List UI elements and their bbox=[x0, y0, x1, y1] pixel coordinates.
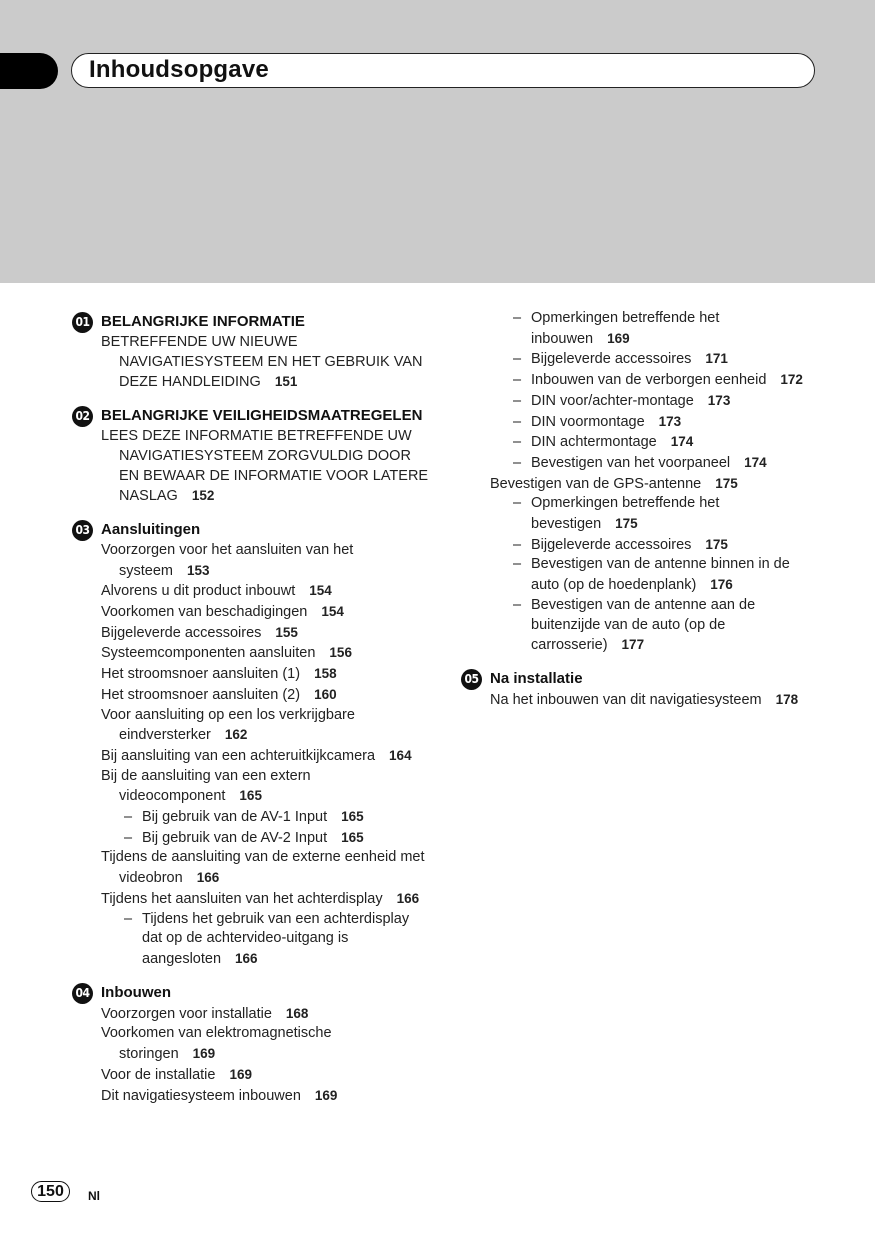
toc-entry-text: Bijgeleverde accessoires bbox=[531, 536, 692, 553]
toc-entry-text: DIN voormontage bbox=[531, 413, 645, 430]
toc-subentry[interactable] bbox=[490, 391, 810, 412]
toc-entry-text: LEES DEZE INFORMATIE BETREFFENDE UW NAVIGATIESYSTEEM ZORGVULDIG DOOR EN BEWAAR DE INFORMATIE VOOR LATERE NASLAG bbox=[101, 428, 429, 505]
page-number: 150 bbox=[31, 1181, 70, 1202]
toc-entry-text: Voor de installatie bbox=[101, 1066, 216, 1083]
toc-entry-text: DIN achtermontage bbox=[531, 434, 657, 451]
toc-page-number: 175 bbox=[615, 516, 638, 532]
toc-entry-text: Het stroomsnoer aansluiten (2) bbox=[101, 686, 301, 703]
toc-entry-text: Bij de aansluiting van een extern videocomponent bbox=[101, 767, 311, 805]
toc-page-number: 166 bbox=[196, 870, 220, 886]
toc-entry-text: Voorkomen van beschadigingen bbox=[101, 604, 308, 621]
toc-page-number: 169 bbox=[314, 1087, 338, 1103]
dash-bullet: – bbox=[513, 495, 522, 512]
toc-page-number: 162 bbox=[224, 727, 248, 743]
toc-entry-text: Bevestigen van het voorpaneel bbox=[531, 454, 731, 471]
section-number-badge: 05 bbox=[461, 669, 482, 690]
toc-page-number: 156 bbox=[329, 645, 352, 661]
toc-subentry[interactable] bbox=[490, 535, 810, 556]
toc-subentry[interactable] bbox=[490, 596, 810, 656]
toc-section bbox=[75, 982, 431, 1107]
toc-page-number: 177 bbox=[621, 637, 645, 653]
dash-bullet: – bbox=[513, 413, 522, 430]
toc-entry[interactable] bbox=[101, 1065, 431, 1086]
toc-page-number: 169 bbox=[607, 330, 630, 346]
toc-page-number: 154 bbox=[309, 583, 332, 599]
toc-entry-text: Bij gebruik van de AV-1 Input bbox=[142, 809, 328, 826]
toc-page-number: 158 bbox=[314, 666, 337, 682]
header-banner bbox=[0, 0, 875, 283]
toc-continuation bbox=[490, 309, 810, 656]
toc-entry-text: Bevestigen van de GPS-antenne bbox=[490, 475, 702, 492]
toc-subentry[interactable] bbox=[490, 370, 810, 391]
toc-entry-text: Bijgeleverde accessoires bbox=[531, 351, 692, 368]
dash-bullet: – bbox=[124, 829, 133, 846]
toc-entry-text: Bij aansluiting van een achteruitkijkcamera bbox=[101, 747, 376, 764]
toc-page-number: 166 bbox=[396, 890, 420, 906]
toc-entry-text: Dit navigatiesysteem inbouwen bbox=[101, 1087, 301, 1104]
toc-section bbox=[75, 405, 431, 507]
toc-entry-text: Bij gebruik van de AV-2 Input bbox=[142, 829, 328, 846]
toc-entry[interactable] bbox=[101, 664, 431, 685]
toc-entry[interactable] bbox=[101, 623, 431, 644]
toc-subentry[interactable] bbox=[490, 453, 810, 474]
toc-entry-text: DIN voor/achter-montage bbox=[531, 392, 694, 409]
toc-page-number: 174 bbox=[744, 454, 767, 470]
toc-page-number: 151 bbox=[274, 374, 298, 390]
toc-page-number: 164 bbox=[389, 747, 412, 763]
toc-page-number: 172 bbox=[780, 372, 803, 388]
dash-bullet: – bbox=[513, 372, 522, 389]
toc-entry-text: Voorkomen van elektromagnetische storingen bbox=[101, 1025, 332, 1063]
toc-subentry[interactable] bbox=[490, 494, 810, 534]
dash-bullet: – bbox=[513, 454, 522, 471]
toc-entry[interactable] bbox=[101, 1086, 431, 1107]
toc-entry-text: Tijdens het gebruik van een achterdisplay dat op de achtervideo-uitgang is aangesloten bbox=[142, 910, 410, 967]
toc-page-number: 173 bbox=[707, 392, 731, 408]
toc-entry[interactable] bbox=[101, 427, 431, 507]
toc-section bbox=[464, 668, 810, 711]
toc-page-number: 171 bbox=[705, 351, 728, 367]
toc-entry[interactable] bbox=[101, 1024, 431, 1064]
page-title: Inhoudsopgave bbox=[89, 56, 269, 83]
toc-page-number: 155 bbox=[275, 624, 298, 640]
toc-entry-text: Voor aansluiting op een los verkrijgbare eindversterker bbox=[101, 706, 355, 744]
section-number-badge: 04 bbox=[72, 983, 93, 1004]
toc-entry[interactable] bbox=[490, 690, 810, 711]
toc-right-column bbox=[464, 309, 810, 711]
dash-bullet: – bbox=[513, 434, 522, 451]
toc-entry-text: Alvorens u dit product inbouwt bbox=[101, 583, 296, 600]
dash-bullet: – bbox=[513, 536, 522, 553]
dash-bullet: – bbox=[124, 910, 133, 927]
toc-entry-text: Tijdens de aansluiting van de externe eenheid met videobron bbox=[101, 849, 425, 887]
toc-entry[interactable] bbox=[101, 541, 431, 581]
toc-subentry[interactable] bbox=[490, 412, 810, 433]
toc-section bbox=[75, 311, 431, 393]
toc-entry[interactable] bbox=[101, 602, 431, 623]
toc-entry[interactable] bbox=[101, 1004, 431, 1025]
toc-subentry[interactable] bbox=[490, 309, 810, 349]
toc-entry[interactable] bbox=[101, 333, 431, 393]
toc-entry-text: Na het inbouwen van dit navigatiesysteem bbox=[490, 691, 762, 708]
toc-section bbox=[75, 519, 431, 970]
toc-subentry[interactable] bbox=[101, 910, 431, 970]
toc-page-number: 169 bbox=[192, 1046, 216, 1062]
toc-entry[interactable] bbox=[101, 746, 431, 767]
toc-entry-text: Het stroomsnoer aansluiten (1) bbox=[101, 666, 301, 683]
toc-entry[interactable] bbox=[101, 767, 431, 807]
section-heading[interactable]: Aansluitingen bbox=[101, 520, 201, 538]
toc-page-number: 165 bbox=[239, 788, 262, 804]
toc-entry-text: Inbouwen van de verborgen eenheid bbox=[531, 372, 767, 389]
toc-subentry[interactable] bbox=[101, 828, 431, 849]
toc-page-number: 175 bbox=[715, 475, 738, 491]
toc-entry-text: BETREFFENDE UW NIEUWE NAVIGATIESYSTEEM EN HET GEBRUIK VAN DEZE HANDLEIDING bbox=[101, 334, 423, 391]
toc-page-number: 153 bbox=[187, 562, 210, 578]
toc-page-number: 178 bbox=[775, 691, 799, 707]
toc-page-number: 176 bbox=[710, 577, 733, 593]
toc-page-number: 152 bbox=[191, 488, 215, 504]
section-number-badge: 02 bbox=[72, 406, 93, 427]
toc-subentry[interactable] bbox=[101, 807, 431, 828]
header-tab-marker bbox=[0, 53, 58, 89]
toc-entry-text: Systeemcomponenten aansluiten bbox=[101, 645, 316, 662]
toc-entry-text: Opmerkingen betreffende het inbouwen bbox=[531, 310, 720, 347]
dash-bullet: – bbox=[513, 351, 522, 368]
toc-page-number: 175 bbox=[705, 536, 728, 552]
dash-bullet: – bbox=[124, 809, 133, 826]
section-number-badge: 01 bbox=[72, 312, 93, 333]
section-heading[interactable]: BELANGRIJKE INFORMATIE bbox=[101, 313, 305, 330]
toc-page-number: 154 bbox=[321, 604, 344, 620]
toc-subentry[interactable] bbox=[490, 555, 810, 595]
toc-entry[interactable] bbox=[101, 685, 431, 706]
toc-page-number: 168 bbox=[285, 1005, 309, 1021]
section-heading[interactable]: BELANGRIJKE VEILIGHEIDSMAATREGELEN bbox=[101, 407, 423, 425]
section-number-badge: 03 bbox=[72, 520, 93, 541]
toc-page-number: 160 bbox=[314, 686, 337, 702]
toc-page-number: 169 bbox=[229, 1066, 252, 1082]
toc-entry-text: Opmerkingen betreffende het bevestigen bbox=[531, 495, 720, 533]
toc-entry-text: Bevestigen van de antenne binnen in de auto (op de hoedenplank) bbox=[531, 556, 790, 594]
toc-entry[interactable] bbox=[101, 889, 431, 910]
toc-page-number: 165 bbox=[341, 829, 364, 845]
language-code: Nl bbox=[88, 1189, 100, 1203]
toc-entry[interactable] bbox=[101, 581, 431, 602]
toc-entry-text: Voorzorgen voor het aansluiten van het systeem bbox=[101, 541, 354, 579]
toc-entry[interactable] bbox=[490, 474, 810, 495]
toc-entry[interactable] bbox=[101, 848, 431, 888]
dash-bullet: – bbox=[513, 310, 522, 326]
toc-page-number: 173 bbox=[658, 413, 682, 429]
toc-left-column bbox=[75, 311, 431, 1106]
toc-entry[interactable] bbox=[101, 706, 431, 746]
toc-entry-text: Tijdens het aansluiten van het achterdisplay bbox=[101, 890, 383, 907]
toc-entry-text: Bevestigen van de antenne aan de buitenzijde van de auto (op de carrosserie) bbox=[531, 596, 756, 654]
dash-bullet: – bbox=[513, 392, 522, 409]
toc-entry-text: Bijgeleverde accessoires bbox=[101, 624, 262, 641]
page-title-pill bbox=[71, 53, 815, 88]
toc-entry[interactable] bbox=[101, 643, 431, 664]
toc-page-number: 166 bbox=[235, 950, 258, 966]
dash-bullet: – bbox=[513, 596, 522, 613]
section-heading[interactable]: Inbouwen bbox=[101, 983, 171, 1001]
toc-entry-text: Voorzorgen voor installatie bbox=[101, 1005, 272, 1022]
section-heading[interactable]: Na installatie bbox=[490, 669, 583, 687]
dash-bullet: – bbox=[513, 556, 522, 573]
toc-subentry[interactable] bbox=[490, 432, 810, 453]
toc-subentry[interactable] bbox=[490, 349, 810, 370]
toc-page-number: 165 bbox=[341, 809, 364, 825]
toc-page-number: 174 bbox=[670, 434, 694, 450]
